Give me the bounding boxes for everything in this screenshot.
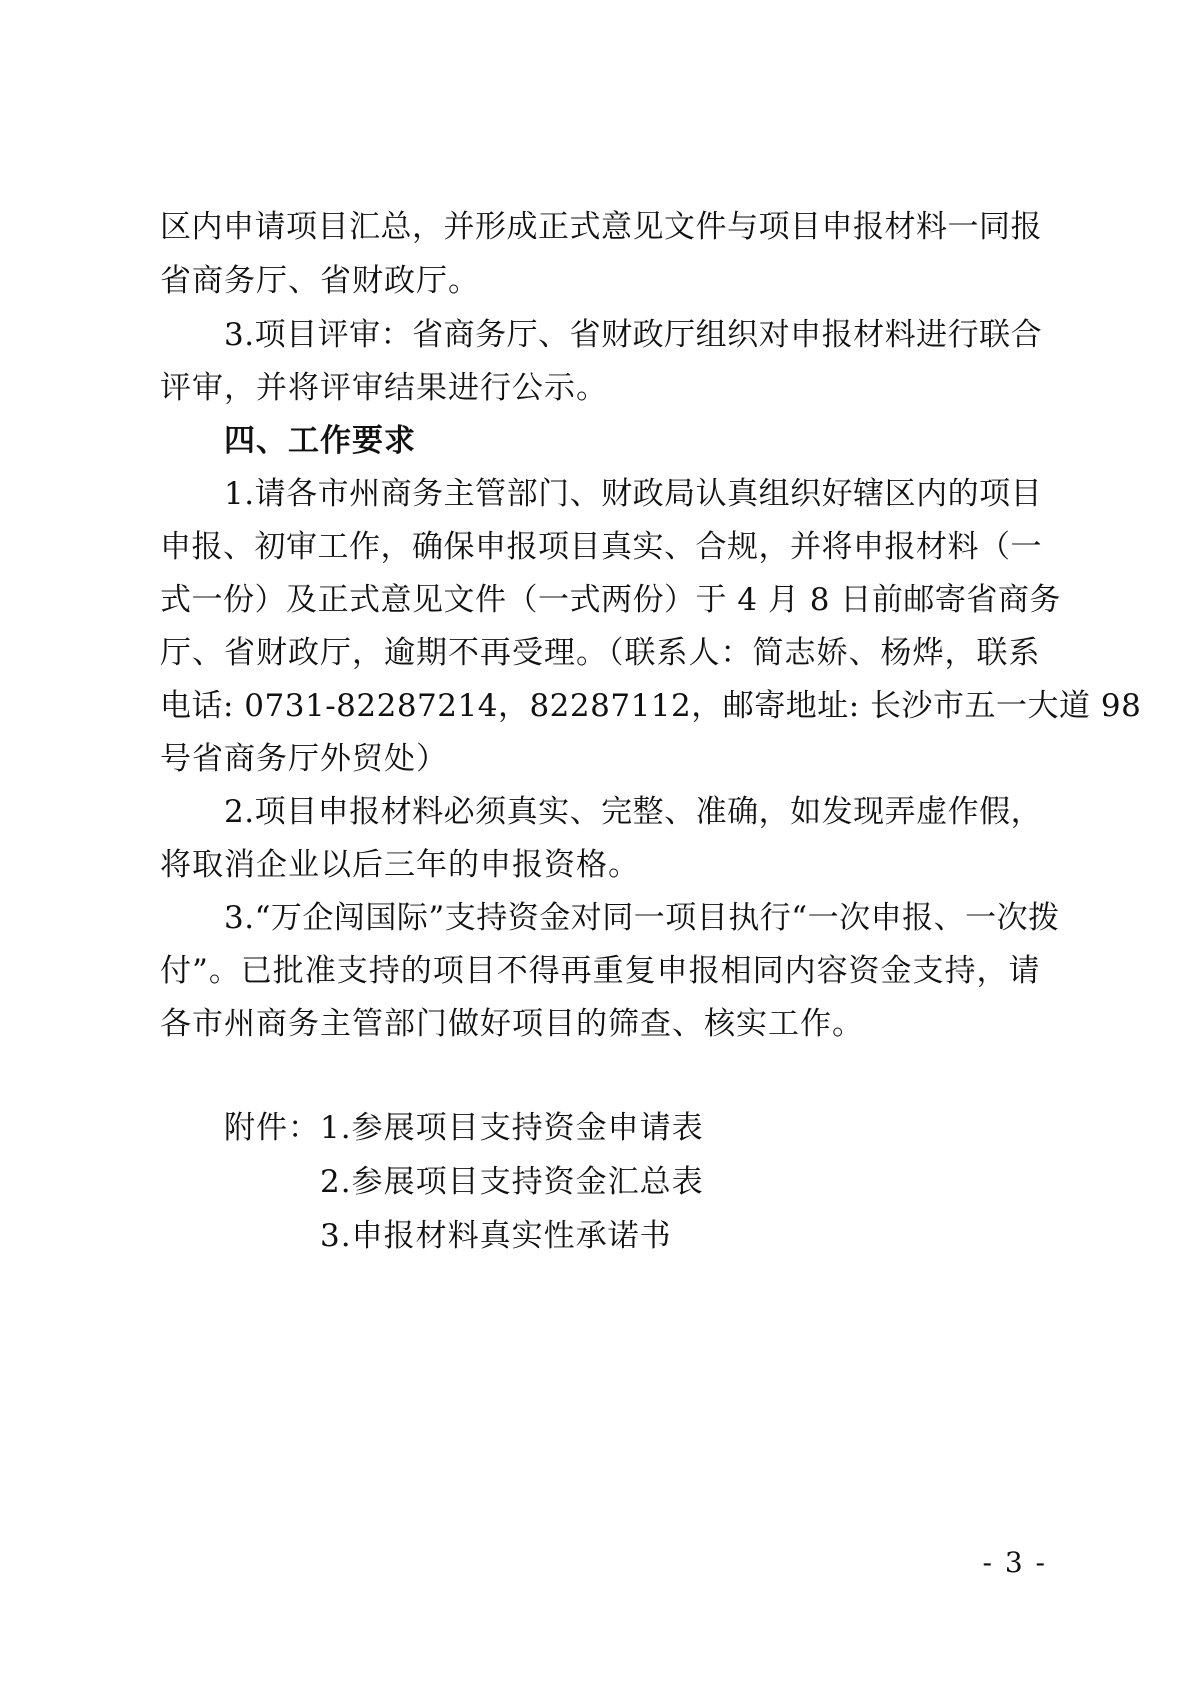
paragraph-line: 申报、初审工作，确保申报项目真实、合规，并将申报材料（一 xyxy=(160,529,1042,565)
attachment-item: 2.参展项目支持资金汇总表 xyxy=(320,1164,704,1200)
paragraph-line: 评审，并将评审结果进行公示。 xyxy=(160,370,608,406)
paragraph-line: 号省商务厅外贸处） xyxy=(160,741,448,777)
attachment-item: 3.申报材料真实性承诺书 xyxy=(320,1218,672,1254)
paragraph-line: 省商务厅、省财政厅。 xyxy=(160,263,480,299)
attachments-label: 附件： xyxy=(224,1110,320,1146)
paragraph-line: 式一份）及正式意见文件（一式两份）于 4 月 8 日前邮寄省商务 xyxy=(160,582,1061,618)
paragraph-line: 各市州商务主管部门做好项目的筛查、核实工作。 xyxy=(160,1006,864,1042)
paragraph-line: 将取消企业以后三年的申报资格。 xyxy=(160,847,640,883)
paragraph-line: 3.项目评审：省商务厅、省财政厅组织对申报材料进行联合 xyxy=(224,317,1043,353)
paragraph-line: 2.项目申报材料必须真实、完整、准确，如发现弄虚作假， xyxy=(224,794,1043,830)
page-number: - 3 - xyxy=(982,1546,1047,1579)
paragraph-line: 厅、省财政厅，逾期不再受理。（联系人：简志娇、杨烨，联系 xyxy=(160,635,1040,671)
paragraph-line: 电话: 0731-82287214，82287112，邮寄地址: 长沙市五一大道 98 xyxy=(160,688,1142,724)
paragraph-line: 1.请各市州商务主管部门、财政局认真组织好辖区内的项目 xyxy=(224,476,1043,512)
paragraph-line: 付”。已批准支持的项目不得再重复申报相同内容资金支持，请 xyxy=(160,953,1040,989)
paragraph-line: 3.“万企闯国际”支持资金对同一项目执行“一次申报、一次拨 xyxy=(224,900,1060,936)
paragraph-line: 区内申请项目汇总，并形成正式意见文件与项目申报材料一同报 xyxy=(160,209,1042,245)
attachment-item: 1.参展项目支持资金申请表 xyxy=(320,1110,704,1146)
section-heading: 四、工作要求 xyxy=(224,423,416,459)
